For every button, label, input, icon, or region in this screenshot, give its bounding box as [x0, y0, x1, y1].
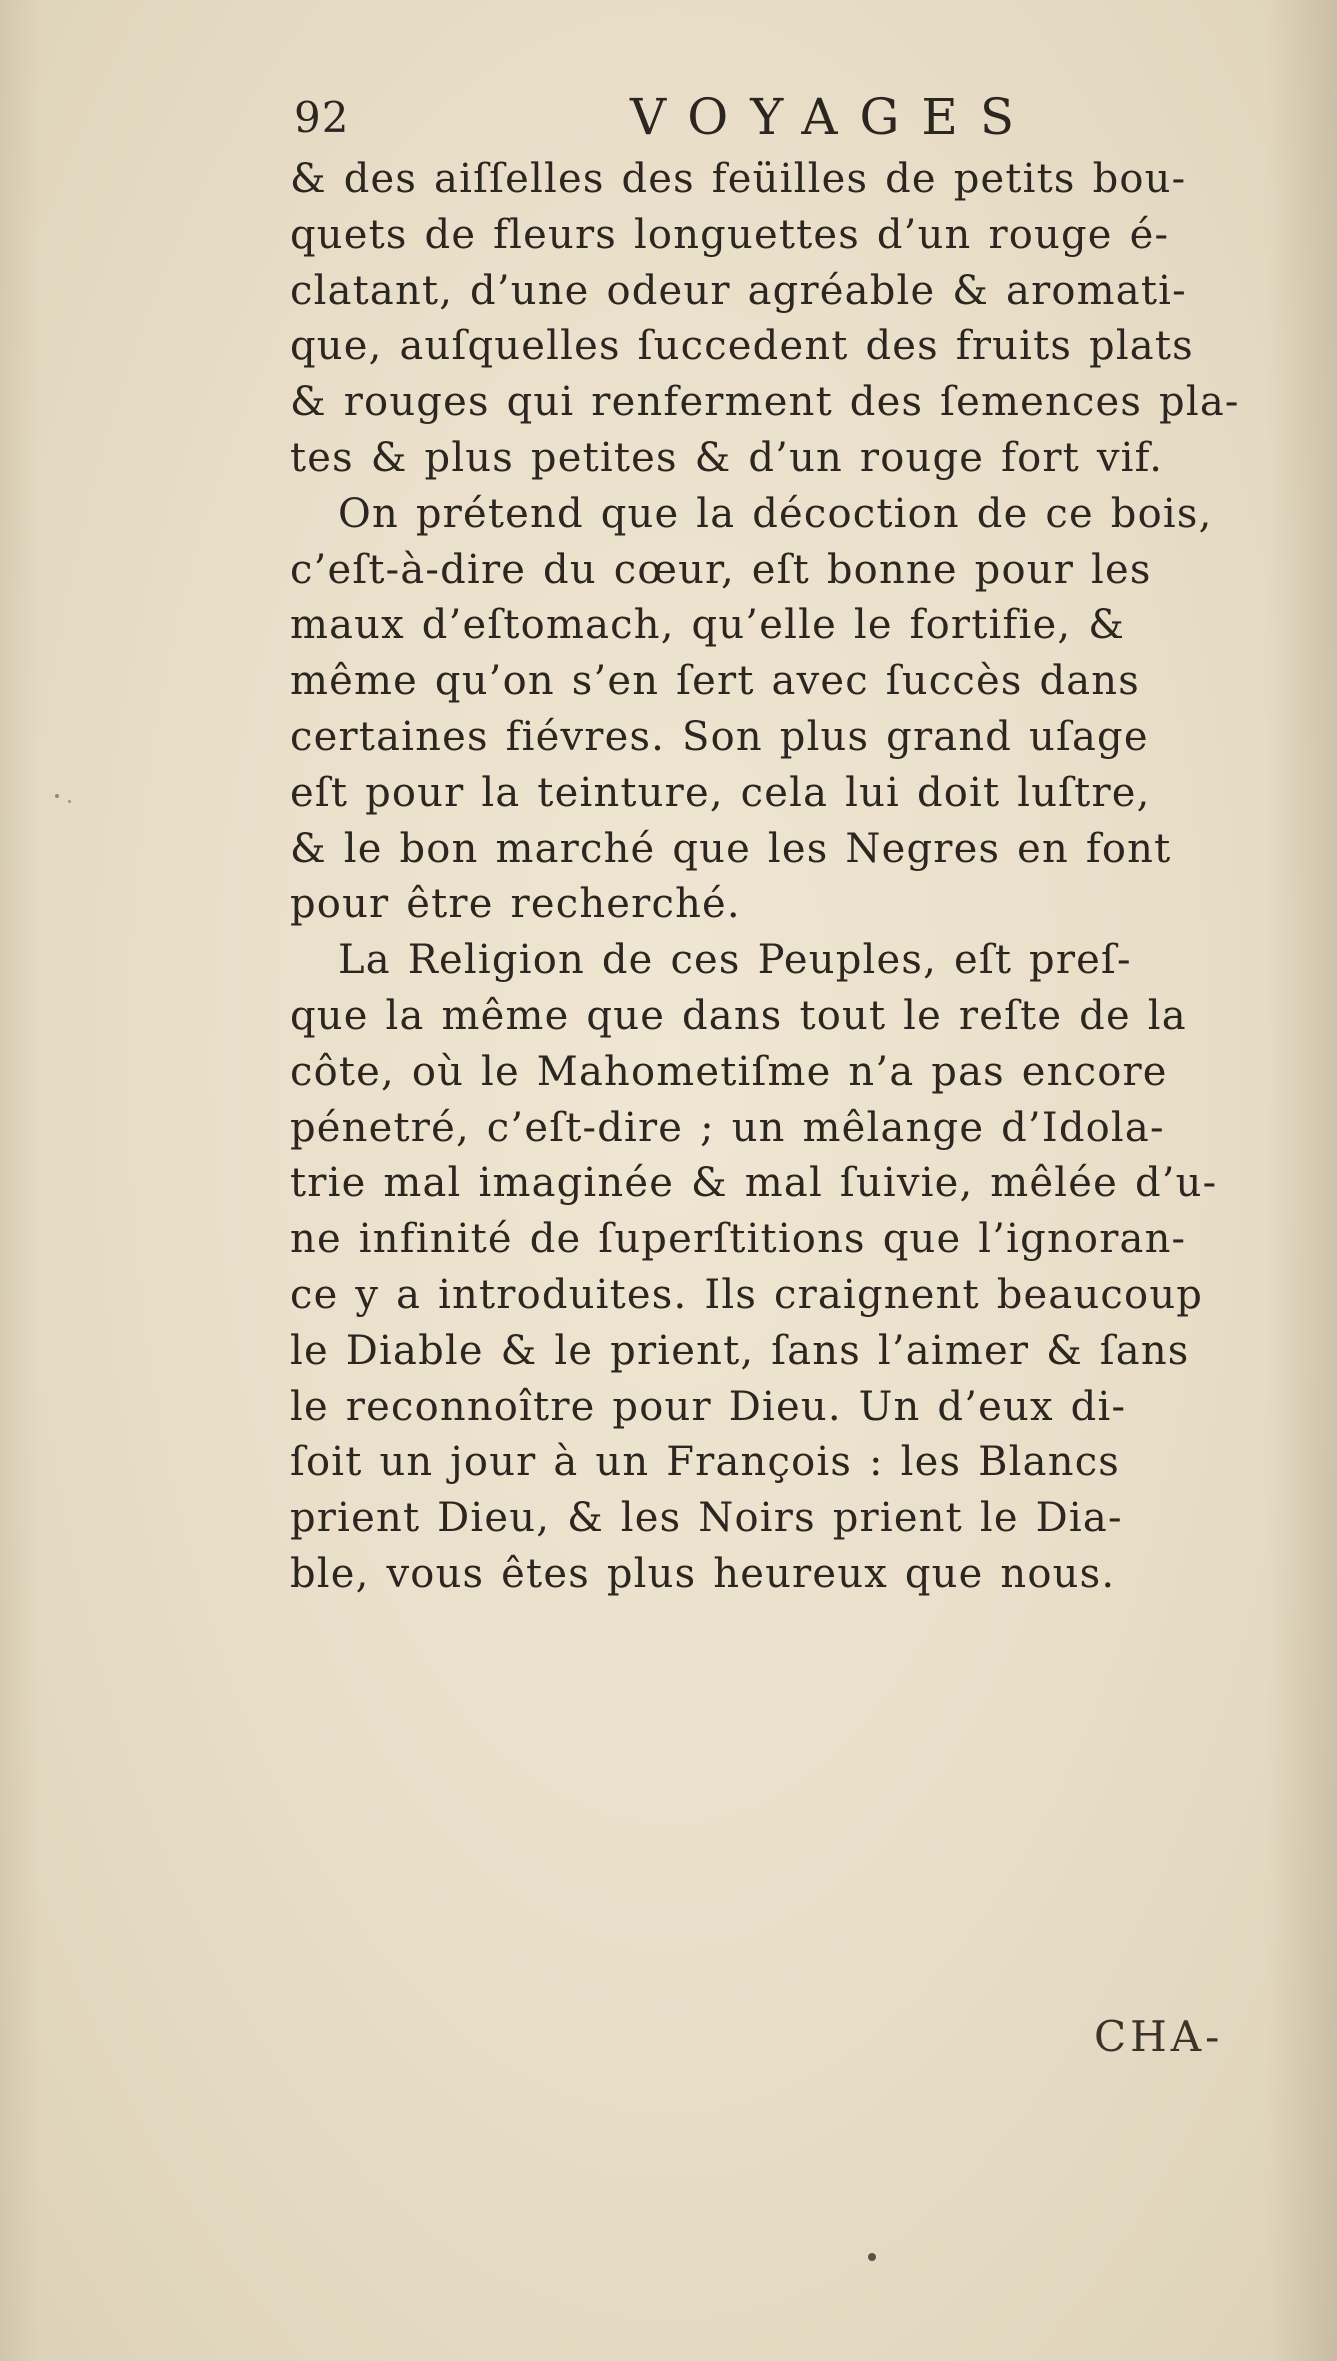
text-line: & rouges qui renferment des ſemences pla- — [290, 379, 1240, 426]
text-line: eſt pour la teinture, cela lui doit luſtre, — [290, 769, 1151, 816]
text-line: maux d’eſtomach, qu’elle le fortifie, & — [290, 602, 1126, 649]
ink-speck — [55, 794, 59, 798]
text-line: trie mal imaginée & mal ſuivie, mêlée d’u- — [290, 1160, 1218, 1207]
text-line: ſoit un jour à un François : les Blancs — [290, 1439, 1121, 1486]
text-line: côte, où le Mahometiſme n’a pas encore — [290, 1048, 1168, 1095]
text-line: pénetré, c’eſt-dire ; un mêlange d’Idola- — [290, 1104, 1165, 1151]
text-line: c’eſt-à-dire du cœur, eſt bonne pour les — [290, 546, 1152, 593]
text-line: certaines fiévres. Son plus grand uſage — [290, 713, 1149, 760]
text-line: que, auſquelles ſuccedent des fruits plats — [290, 323, 1194, 370]
text-line: tes & plus petites & d’un rouge fort vif. — [290, 434, 1164, 481]
paragraph-start-line: On prétend que la décoction de ce bois, — [338, 490, 1213, 537]
text-line: ce y a introduites. Ils craignent beaucoup — [290, 1271, 1204, 1318]
text-line: le Diable & le prient, ſans l’aimer & ſans — [290, 1327, 1190, 1374]
page-header — [290, 88, 1280, 152]
text-line: pour être recherché. — [290, 881, 741, 928]
ink-speck — [68, 800, 71, 803]
text-line: prient Dieu, & les Noirs prient le Dia- — [290, 1495, 1123, 1542]
text-line: quets de fleurs longuettes d’un rouge é- — [290, 211, 1170, 258]
running-title: VOYAGES — [630, 88, 1037, 146]
text-line: ble, vous êtes plus heureux que nous. — [290, 1550, 1116, 1597]
paragraph-start-line: La Religion de ces Peuples, eſt preſ- — [338, 937, 1132, 984]
catchword: CHA- — [1094, 2012, 1224, 2061]
text-line: que la même que dans tout le reſte de la — [290, 992, 1187, 1039]
text-line: le reconnoître pour Dieu. Un d’eux di- — [290, 1383, 1127, 1430]
text-line: clatant, d’une odeur agréable & aromati- — [290, 267, 1187, 314]
text-line: & des aiſſelles des feüilles de petits bou- — [290, 156, 1187, 202]
text-line: ne infinité de ſuperſtitions que l’ignoran- — [290, 1216, 1187, 1263]
page-number: 92 — [294, 93, 350, 142]
text-line: & le bon marché que les Negres en font — [290, 825, 1172, 872]
text-block — [290, 88, 1280, 1603]
text-line: même qu’on s’en ſert avec ſuccès dans — [290, 658, 1140, 705]
page-edge-shadow-left — [0, 0, 40, 2361]
ink-speck — [868, 2253, 876, 2261]
